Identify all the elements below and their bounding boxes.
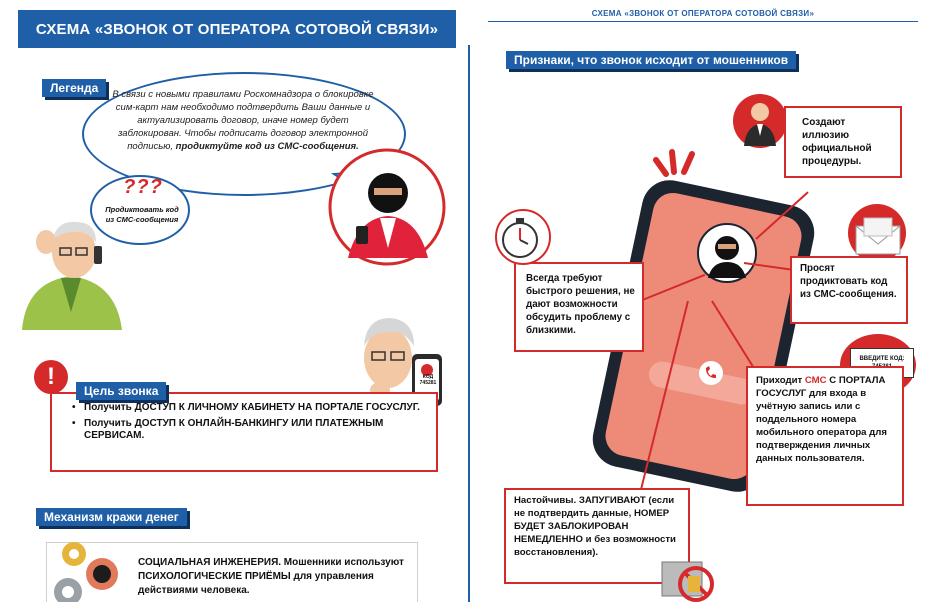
left-page-title: СХЕМА «ЗВОНОК ОТ ОПЕРАТОРА СОТОВОЙ СВЯЗИ» xyxy=(18,10,456,48)
caller-avatar xyxy=(696,222,758,284)
sign-code-text: Просят продиктовать код из СМС-сообщения. xyxy=(800,263,897,300)
speech-bubble-text: В связи с новыми правилами Роскомнадзора о блокировке сим-карт нам необходимо подтвердить Ваши данные и актуализировать договор, иначе номер будет заблокирован. Чтобы подписать договор электронной подписью, продиктуйте код из СМС-сообщения. xyxy=(112,89,374,152)
call-icon xyxy=(698,360,724,386)
signs-label: Признаки, что звонок исходит от мошенников xyxy=(506,51,796,69)
scammer-illustration xyxy=(328,148,446,266)
sign-fast-text: Всегда требуют быстрого решения, не дают возможности обсудить проблему с близкими. xyxy=(526,273,635,336)
mechanism-label: Механизм кражи денег xyxy=(36,508,187,526)
envelope-icon xyxy=(852,216,904,256)
sms-code-card: ВВЕДИТЕ КОД: xyxy=(850,348,914,378)
question-marks: ??? xyxy=(123,176,163,198)
goal-item: • Получить ДОСТУП К ЛИЧНОМУ КАБИНЕТУ НА ПОРТАЛЕ ГОСУСЛУГ. xyxy=(70,402,420,414)
stopwatch-icon xyxy=(494,208,552,266)
exclamation-icon: ! xyxy=(34,360,68,394)
victim-bubble-text: Продиктовать код из СМС-сообщения xyxy=(105,205,179,224)
blocked-card-icon xyxy=(660,556,716,602)
goal-list xyxy=(70,402,420,446)
alert-marks-icon xyxy=(652,148,702,188)
official-man-icon xyxy=(736,96,784,148)
goal-label: Цель звонка xyxy=(76,382,166,400)
legend-label: Легенда xyxy=(42,79,106,97)
gears-icon xyxy=(50,540,130,602)
page-divider xyxy=(468,45,470,602)
sign-sms-text: Приходит СМС С ПОРТАЛА ГОСУСЛУГ для входа в учётную запись или с поддельного номера мобильного оператора для подтверждения личных данных пользователя. xyxy=(756,375,887,464)
goal-item: • Получить ДОСТУП К ОНЛАЙН-БАНКИНГУ ИЛИ ПЛАТЕЖНЫМ СЕРВИСАМ. xyxy=(70,418,420,442)
phone-code-text: КОД 745281 xyxy=(419,374,437,386)
elderly-man-phone-illustration xyxy=(16,212,126,332)
social-engineering-text: СОЦИАЛЬНАЯ ИНЖЕНЕРИЯ. Мошенники используют ПСИХОЛОГИЧЕСКИЕ ПРИЁМЫ для управления действиями человека. xyxy=(138,557,404,596)
header-rule xyxy=(488,21,918,22)
right-page-header: СХЕМА «ЗВОНОК ОТ ОПЕРАТОРА СОТОВОЙ СВЯЗИ» xyxy=(591,9,815,18)
sign-persistent-text: Настойчивы. ЗАПУГИВАЮТ (если не подтвердить данные, НОМЕР БУДЕТ ЗАБЛОКИРОВАН НЕМЕДЛЕННО и без возможности восстановления). xyxy=(514,495,676,558)
sign-official-text: Создают иллюзию официальной процедуры. xyxy=(802,117,872,167)
